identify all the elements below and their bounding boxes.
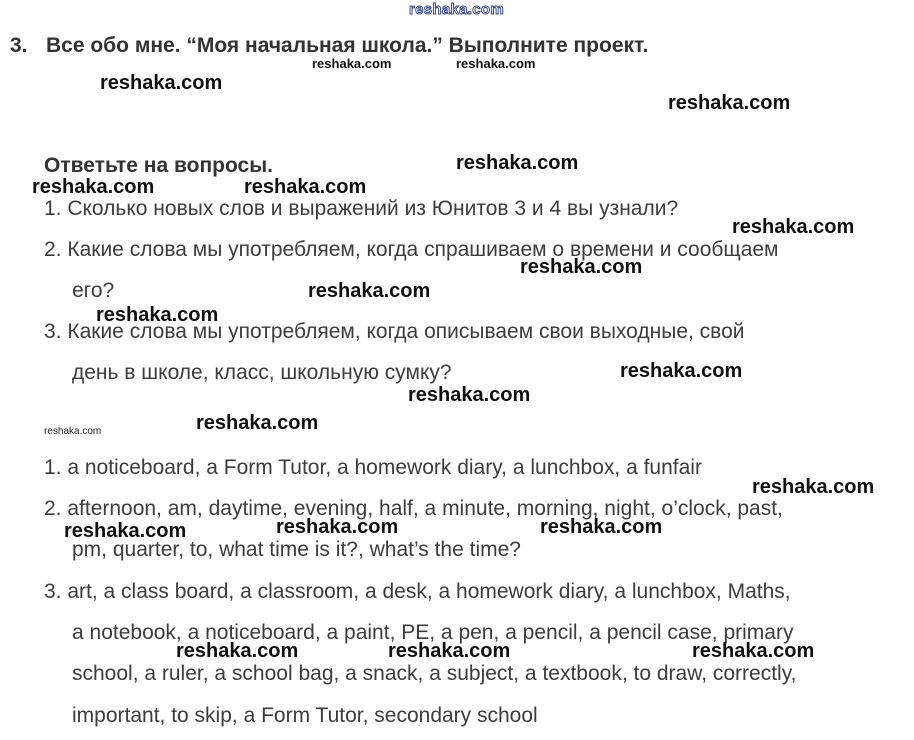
watermark-text: reshaka.com bbox=[456, 56, 536, 71]
watermark-text: reshaka.com bbox=[752, 476, 875, 498]
watermark-text: reshaka.com bbox=[100, 72, 223, 94]
watermark-tiny: reshaka.com bbox=[44, 426, 102, 437]
question-2-line-2: его? bbox=[72, 279, 115, 302]
watermark-text: reshaka.com bbox=[732, 216, 855, 238]
watermark-text: reshaka.com bbox=[540, 516, 663, 538]
question-3-line-2: день в школе, класс, школьную сумку? bbox=[72, 361, 452, 384]
watermark-text: reshaka.com bbox=[32, 176, 155, 198]
watermark-text: reshaka.com bbox=[456, 152, 579, 174]
question-3-line-1: 3. Какие слова мы употребляем, когда описываем свои выходные, свой bbox=[44, 320, 745, 343]
watermark-text: reshaka.com bbox=[668, 92, 791, 114]
watermark-text: reshaka.com bbox=[308, 280, 431, 302]
question-2-line-1: 2. Какие слова мы употребляем, когда спрашиваем о времени и сообщаем bbox=[44, 238, 779, 261]
answer-1-line-1: 1. a noticeboard, a Form Tutor, a homework diary, a lunchbox, a funfair bbox=[44, 456, 702, 479]
answer-3-line-3: school, a ruler, a school bag, a snack, a subject, a textbook, to draw, correctly, bbox=[72, 662, 797, 685]
watermark-text: reshaka.com bbox=[96, 304, 219, 326]
watermark-text: reshaka.com bbox=[276, 516, 399, 538]
watermark-text: reshaka.com bbox=[388, 640, 511, 662]
answer-3-line-4: important, to skip, a Form Tutor, secondary school bbox=[72, 704, 538, 727]
watermark-text: reshaka.com bbox=[408, 384, 531, 406]
answer-2-line-1: 2. afternoon, am, daytime, evening, half, a minute, morning, night, o’clock, past, bbox=[44, 497, 783, 520]
watermark-top: reshaka.com bbox=[409, 1, 505, 18]
task-number: 3. bbox=[10, 34, 28, 57]
task-title: Все обо мне. “Моя начальная школа.” Выполните проект. bbox=[46, 34, 649, 57]
watermark-text: reshaka.com bbox=[520, 256, 643, 278]
questions-heading: Ответьте на вопросы. bbox=[44, 154, 273, 177]
watermark-text: reshaka.com bbox=[196, 412, 319, 434]
watermark-text: reshaka.com bbox=[692, 640, 815, 662]
watermark-text: reshaka.com bbox=[620, 360, 743, 382]
answer-2-line-2: pm, quarter, to, what time is it?, what’s the time? bbox=[72, 538, 521, 561]
answer-3-line-2: a notebook, a noticeboard, a paint, PE, a pen, a pencil, a pencil case, primary bbox=[72, 621, 794, 644]
watermark-text: reshaka.com bbox=[64, 520, 187, 542]
watermark-text: reshaka.com bbox=[244, 176, 367, 198]
answer-3-line-1: 3. art, a class board, a classroom, a desk, a homework diary, a lunchbox, Maths, bbox=[44, 580, 791, 603]
watermark-text: reshaka.com bbox=[312, 56, 392, 71]
watermark-text: reshaka.com bbox=[176, 640, 299, 662]
question-1-line-1: 1. Сколько новых слов и выражений из Юнитов 3 и 4 вы узнали? bbox=[44, 197, 679, 220]
